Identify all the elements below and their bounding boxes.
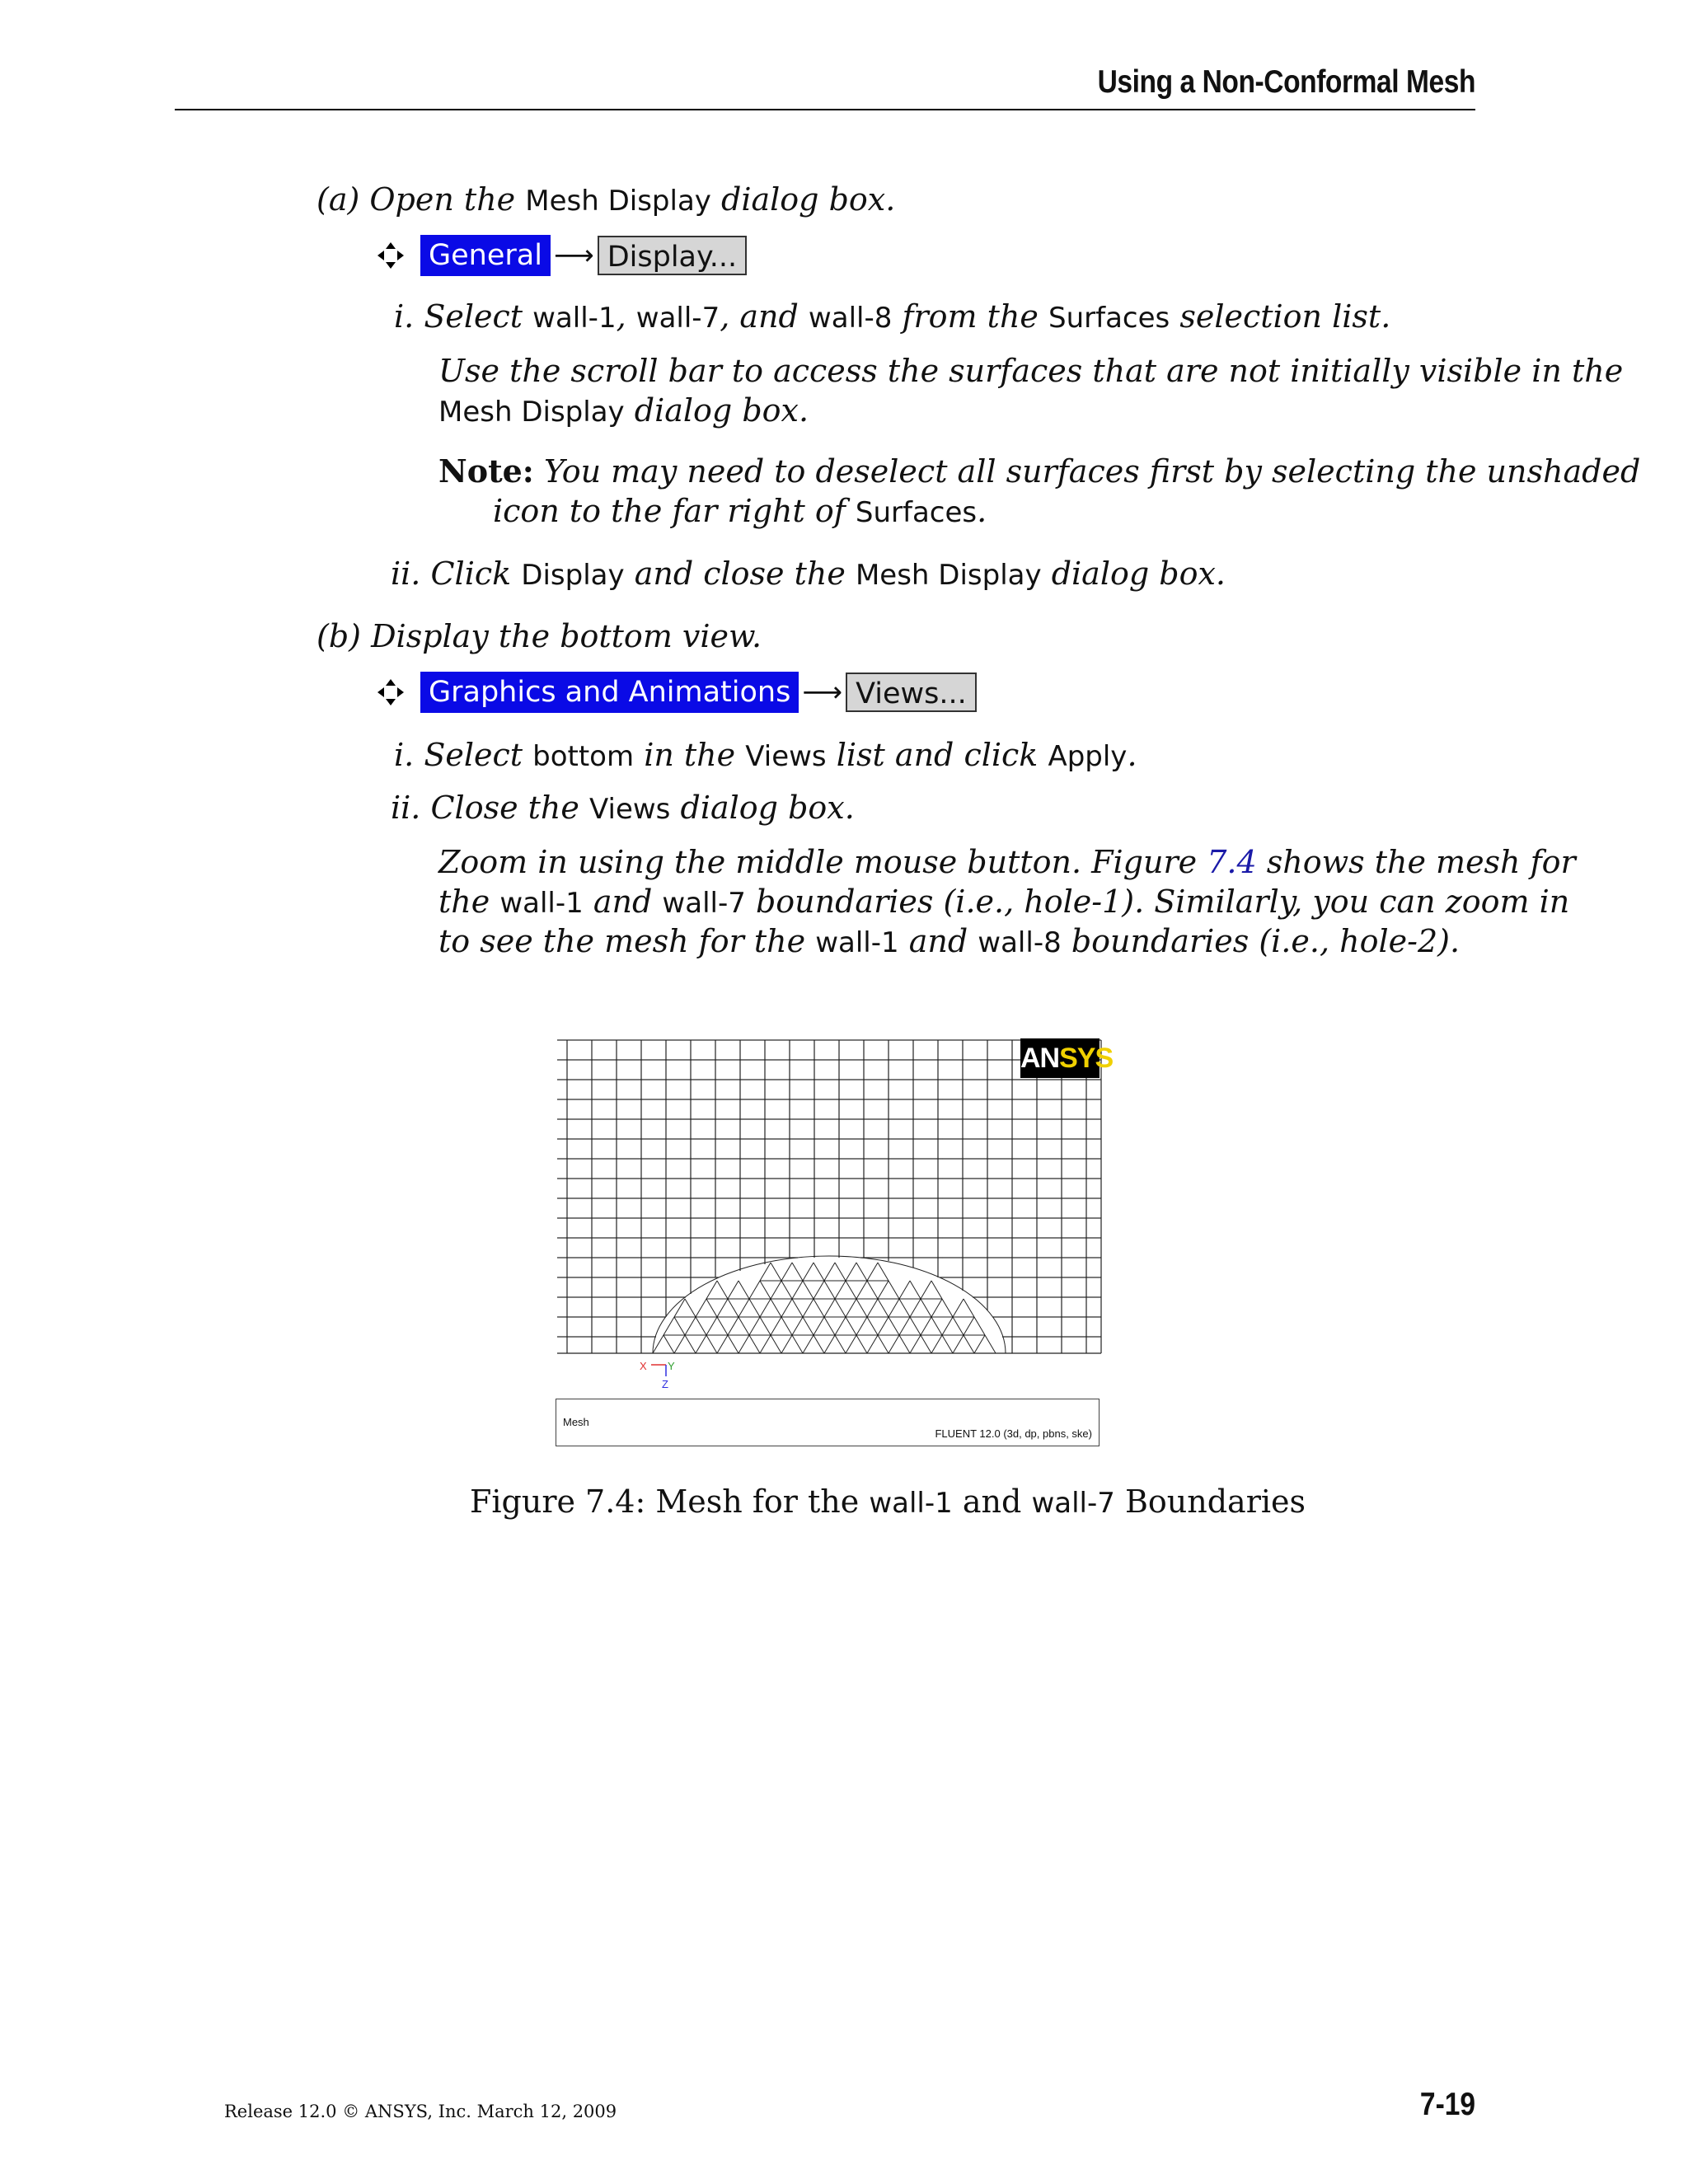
mesh-info-box [556, 1399, 1100, 1446]
axis-x-label: X [640, 1360, 647, 1372]
axis-y-label: Y [668, 1360, 675, 1372]
axis-z-label: Z [662, 1378, 668, 1390]
footer-release: Release 12.0 © ANSYS, Inc. March 12, 2009 [224, 2102, 617, 2121]
step-a: (a) Open the Mesh Display dialog box. [316, 181, 896, 218]
step-b-ii-para-line1: Zoom in using the middle mouse button. Figure 7.4 shows the mesh for [438, 844, 1576, 880]
step-b: (b) Display the bottom view. [316, 618, 762, 654]
figure-caption: Figure 7.4: Mesh for the wall-1 and wall-7 Boundaries [470, 1483, 1306, 1520]
ansys-logo: ANSYS [1020, 1038, 1100, 1078]
figure-reference-link[interactable]: 7.4 [1207, 844, 1257, 880]
graphics-and-animations-menu[interactable]: Graphics and Animations [420, 672, 799, 713]
mesh-figure [554, 1030, 1104, 1451]
step-b-ii-para-line2: the wall-1 and wall-7 boundaries (i.e., hole-1). Similarly, you can zoom in [438, 883, 1570, 920]
step-a-i: i. Select wall-1, wall-7, and wall-8 from the Surfaces selection list. [394, 298, 1391, 335]
note: Note: You may need to deselect all surfaces first by selecting the unshaded [438, 452, 1641, 490]
step-b-marker: (b) [316, 618, 361, 654]
mesh-label: Mesh [563, 1416, 589, 1428]
views-button[interactable]: Views... [846, 673, 977, 712]
step-a-i-para-line1: Use the scroll bar to access the surfaces that are not initially visible in the [438, 353, 1624, 389]
header-title: Using a Non-Conformal Mesh [1097, 64, 1475, 100]
general-menu[interactable]: General [420, 235, 551, 276]
mesh-graphic [554, 1030, 1104, 1393]
solver-label: FLUENT 12.0 (3d, dp, pbns, ske) [935, 1427, 1092, 1440]
display-button[interactable]: Display... [598, 236, 747, 275]
step-b-ii: ii. Close the Views dialog box. [391, 790, 855, 826]
ui-mesh-display: Mesh Display [525, 185, 711, 218]
step-a-ii: ii. Click Display and close the Mesh Display dialog box. [391, 555, 1226, 592]
axis-triad [640, 1360, 675, 1390]
nav-path-graphics-views [376, 671, 977, 714]
nav-path-general-display [376, 234, 747, 277]
page-header [175, 59, 1475, 110]
note-label: Note: [438, 452, 534, 490]
nav-arrow: ⟶ [553, 239, 594, 272]
move-arrows-icon [376, 241, 406, 270]
page-number: 7-19 [1419, 2087, 1475, 2122]
step-a-marker: (a) [316, 181, 360, 218]
move-arrows-icon [376, 677, 406, 707]
step-b-i: i. Select bottom in the Views list and click Apply. [394, 737, 1137, 773]
step-b-ii-para-line3: to see the mesh for the wall-1 and wall-8 boundaries (i.e., hole-2). [438, 923, 1461, 959]
nav-arrow: ⟶ [802, 676, 843, 709]
step-a-i-para-line2: Mesh Display dialog box. [438, 392, 809, 429]
note-line2: icon to the far right of Surfaces. [493, 493, 987, 529]
